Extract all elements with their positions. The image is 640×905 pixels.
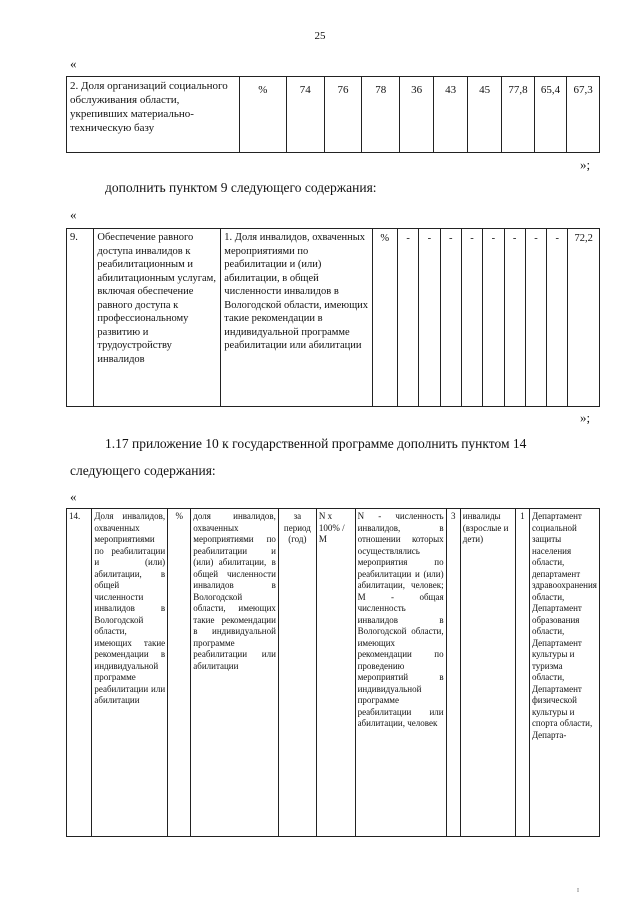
- table-indicator-14: [66, 508, 600, 837]
- method-cell: 3: [446, 509, 460, 837]
- value-cell: 65,4: [534, 77, 567, 153]
- corner-mark: I: [577, 888, 579, 894]
- value-cell: -: [483, 229, 504, 407]
- table-indicators-2: [66, 228, 600, 407]
- unit-cell: %: [372, 229, 397, 407]
- value-cell: 76: [324, 77, 362, 153]
- value-cell: 45: [468, 77, 502, 153]
- task-cell: Обеспечение равного доступа инвалидов к реабилитационным и абилитационным услугам, включая обеспечение равного доступа к профессиональному развитию и трудоустройству инвалидов: [94, 229, 221, 407]
- explanation-cell: N - численность инвалидов, в отношении которых осуществлялись мероприятия по реабилитации и (или) абилитации, человек; M - общая численность инвалидов в Вологодской области, имеющих рекомендации по проведению мероприятий в индивидуальной программе реабилитации или абилитации, человек: [355, 509, 446, 837]
- open-quote-3: «: [70, 489, 77, 504]
- close-quote-1: »;: [580, 157, 591, 172]
- close-quote-2: »;: [580, 410, 591, 425]
- period-cell: за период (год): [278, 509, 316, 837]
- name-cell: Доля инвалидов, охваченных мероприятиями по реабилитации и (или) абилитации, в общей численности инвалидов в Вологодской области, имеющих такие рекомендации в индивидуальной программе реабилитации или абилитации: [92, 509, 168, 837]
- collection-cell: 1: [515, 509, 529, 837]
- responsible-cell: Департамент социальной защиты населения области, департамент здравоохранения области, Департамент образования области, Департамент культуры и туризма области, Департамент физической культуры и спорта области, Департа-: [529, 509, 599, 837]
- indicator-cell: 1. Доля инвалидов, охваченных мероприятиями по реабилитации и (или) абилитации, в общей численности инвалидов в Вологодской области, имеющих такие рекомендации в индивидуальной программе реабилитации или абилитации: [221, 229, 372, 407]
- unit-cell: %: [168, 509, 191, 837]
- table-row: [67, 229, 600, 407]
- paragraph-1-17-line1: 1.17 приложение 10 к государственной программе дополнить пунктом 14: [105, 436, 527, 451]
- number-cell: 14.: [67, 509, 92, 837]
- value-cell: 43: [434, 77, 468, 153]
- paragraph-add-item-9: дополнить пунктом 9 следующего содержания:: [105, 180, 377, 195]
- formula-cell: N x 100% / M: [316, 509, 355, 837]
- definition-cell: доля инвалидов, охваченных мероприятиями по реабилитации и (или) абилитации, в общей численности инвалидов в Вологодской области, имеющих такие рекомендации в индивидуальной программе реабилитации или абилитации: [191, 509, 279, 837]
- indicator-cell: 2. Доля организаций социального обслуживания области, укрепивших материально-техническую базу: [67, 77, 240, 153]
- value-cell: 78: [362, 77, 400, 153]
- open-quote-1: «: [70, 56, 77, 71]
- value-cell: -: [440, 229, 461, 407]
- value-cell: -: [547, 229, 568, 407]
- value-cell: -: [461, 229, 482, 407]
- number-cell: 9.: [67, 229, 94, 407]
- page-number: 25: [314, 30, 326, 42]
- value-cell: -: [419, 229, 440, 407]
- value-cell: -: [504, 229, 525, 407]
- table-indicators-1: [66, 76, 600, 153]
- value-cell: -: [525, 229, 546, 407]
- value-cell: -: [397, 229, 418, 407]
- value-cell: 72,2: [568, 229, 600, 407]
- value-cell: 77,8: [502, 77, 535, 153]
- table-row: [67, 509, 600, 837]
- value-cell: 74: [286, 77, 324, 153]
- paragraph-1-17-line2: следующего содержания:: [70, 463, 216, 478]
- open-quote-2: «: [70, 207, 77, 222]
- unit-cell: %: [239, 77, 286, 153]
- value-cell: 67,3: [567, 77, 600, 153]
- table-row: [67, 77, 600, 153]
- group-cell: инвалиды (взрослые и дети): [460, 509, 515, 837]
- value-cell: 36: [400, 77, 434, 153]
